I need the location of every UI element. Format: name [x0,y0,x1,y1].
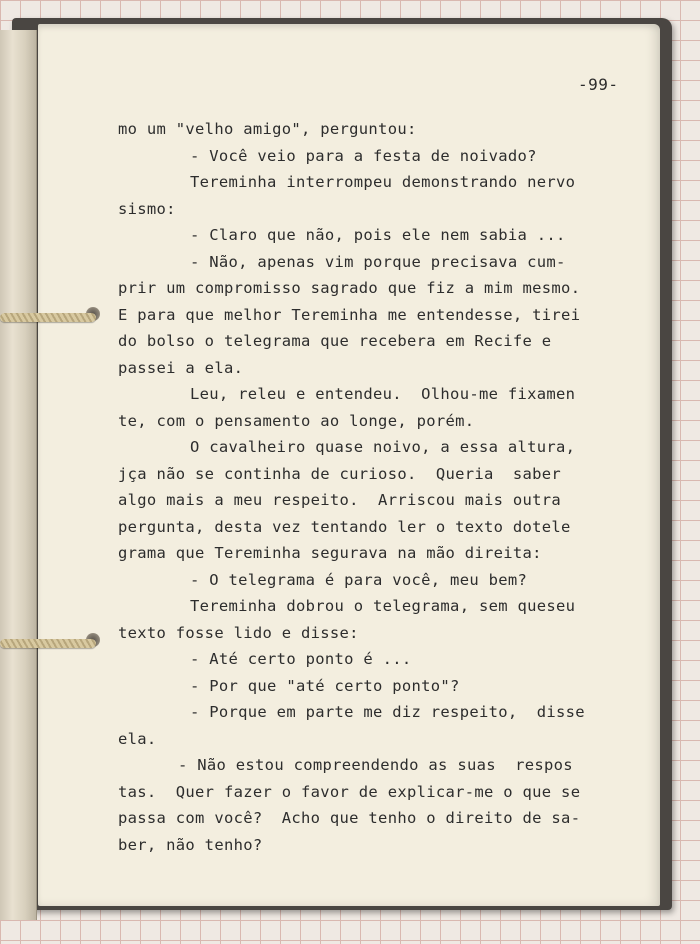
text-line: - Porque em parte me diz respeito, disse [190,703,585,721]
text-line: pergunta, desta vez tentando ler o texto dotele [118,517,571,536]
text-line: algo mais a meu respeito. Arriscou mais outra [118,491,562,509]
page-number: -99- [578,75,619,94]
binding-string-upper [0,313,96,322]
text-line: - Você veio para a festa de noivado? [190,146,537,165]
text-line: mo um "velho amigo", perguntou: [118,120,417,138]
text-line: Leu, releu e entendeu. Olhou-me fixamen [190,385,576,403]
text-line: texto fosse lido e disse: [118,623,359,642]
text-line: passa com você? Acho que tenho o direito de sa- [118,809,581,827]
text-line: - Claro que não, pois ele nem sabia ... [190,226,566,244]
typed-text-body [118,116,622,858]
text-line: ber, não tenho? [118,835,263,854]
text-line: - Não estou compreendendo as suas respos [178,756,573,774]
text-line: E para que melhor Tereminha me entendesse, tirei [118,305,581,324]
text-line: tas. Quer fazer o favor de explicar-me o que se [118,782,581,801]
text-line: - Por que "até certo ponto"? [190,676,460,695]
text-line: O cavalheiro quase noivo, a essa altura, [190,438,576,456]
text-line: Tereminha interrompeu demonstrando nervo [190,173,576,191]
text-line: - Até certo ponto é ... [190,650,412,668]
text-line: prir um compromisso sagrado que fiz a mim mesmo. [118,279,581,297]
text-line: grama que Tereminha segurava na mão direita: [118,544,542,562]
text-line: passei a ela. [118,358,244,377]
text-line: - Não, apenas vim porque precisava cum- [190,252,566,271]
text-line: te, com o pensamento ao longe, porém. [118,411,475,430]
text-line: Tereminha dobrou o telegrama, sem queseu [190,597,576,615]
page-stack-edge [0,30,37,920]
text-line: - O telegrama é para você, meu bem? [190,570,528,589]
text-line: jça não se continha de curioso. Queria saber [118,464,562,483]
binding-string-lower [0,639,96,648]
text-line: do bolso o telegrama que recebera em Recife e [118,332,552,350]
text-line: sismo: [118,199,176,218]
text-line: ela. [118,729,157,748]
